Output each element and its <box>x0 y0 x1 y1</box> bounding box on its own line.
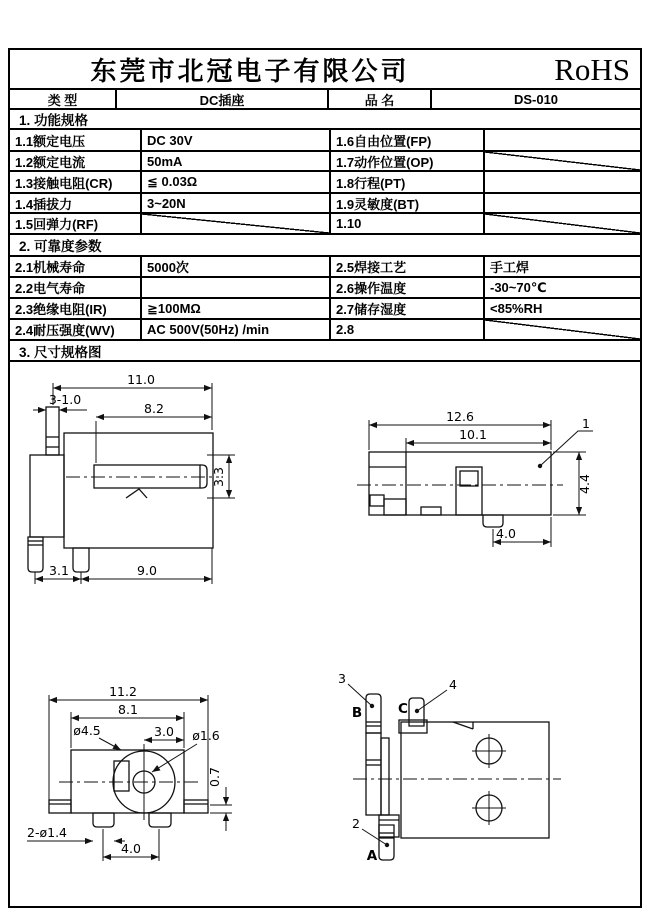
table-row <box>10 130 640 152</box>
spec-value: 5000次 <box>142 257 331 276</box>
spec-label: 1.9灵敏度(BT) <box>331 194 485 212</box>
spec-value <box>485 194 640 212</box>
spec-value <box>485 130 640 150</box>
spec-label: 1.3接触电阻(CR) <box>10 172 142 192</box>
callout-label: 3 <box>338 671 346 686</box>
table-row <box>10 320 640 341</box>
section3-title: 3. 尺寸规格图 <box>10 341 640 362</box>
dim-label: 4.0 <box>121 841 141 856</box>
company-name: 东莞市北冠电子有限公司 <box>90 55 410 86</box>
callout-label: 4 <box>449 677 457 692</box>
spec-value: AC 500V(50Hz) /min <box>142 320 331 339</box>
table-row <box>10 299 640 320</box>
bottom-view-drawing <box>338 671 561 864</box>
section2-title: 2. 可靠度参数 <box>10 235 640 257</box>
spec-label: 1.10 <box>331 214 485 233</box>
dim-label: 11.0 <box>127 372 155 387</box>
callout-label: 2 <box>352 816 360 831</box>
spec-value: ≦ 0.03Ω <box>142 172 331 192</box>
dim-label: ø1.6 <box>192 728 220 743</box>
top-view-drawing <box>357 409 593 547</box>
spec-label: 1.6自由位置(FP) <box>331 130 485 150</box>
dim-label: 11.2 <box>109 684 137 699</box>
type-row <box>10 90 640 110</box>
side-view-drawing <box>28 372 235 584</box>
spec-label: 2.4耐压强度(WV) <box>10 320 142 339</box>
document-frame <box>8 48 642 908</box>
dimension-drawings <box>10 362 640 906</box>
spec-label: 1.5回弹力(RF) <box>10 214 142 233</box>
header-row <box>10 50 640 90</box>
spec-value-blank <box>485 152 640 170</box>
spec-value: ≧100MΩ <box>142 299 331 318</box>
dim-label: 8.1 <box>118 702 138 717</box>
type-value: DC插座 <box>117 90 329 108</box>
spec-label: 1.1额定电压 <box>10 130 142 150</box>
spec-label: 2.5焊接工艺 <box>331 257 485 276</box>
dim-label: 3.1 <box>49 563 69 578</box>
table-row <box>10 214 640 235</box>
dim-label: 2-ø1.4 <box>27 825 67 840</box>
spec-label: 2.8 <box>331 320 485 339</box>
spec-value: 50mA <box>142 152 331 170</box>
rohs-mark: RoHS <box>554 52 630 87</box>
table-row <box>10 152 640 172</box>
terminal-label-b: B <box>351 705 363 721</box>
table-row <box>10 278 640 299</box>
spec-value-blank <box>485 320 640 339</box>
spec-label: 2.7储存湿度 <box>331 299 485 318</box>
spec-label: 2.2电气寿命 <box>10 278 142 297</box>
spec-label: 2.6操作温度 <box>331 278 485 297</box>
spec-label: 1.2额定电流 <box>10 152 142 170</box>
spec-value <box>485 172 640 192</box>
spec-value-blank <box>485 214 640 233</box>
terminal-label-a: A <box>366 848 378 864</box>
dim-label: 3.0 <box>154 724 174 739</box>
spec-value <box>142 278 331 297</box>
dim-label: 12.6 <box>446 409 474 424</box>
terminal-label-c: C <box>398 701 408 717</box>
section1-title: 1. 功能规格 <box>10 110 640 130</box>
spec-value: DC 30V <box>142 130 331 150</box>
dim-label: 3.3 <box>211 467 226 487</box>
dim-label: 4.0 <box>496 526 516 541</box>
dim-label: 0.7 <box>207 767 222 787</box>
drawings-svg <box>10 362 640 906</box>
spec-value: 3~20N <box>142 194 331 212</box>
callout-label: 1 <box>582 416 590 431</box>
product-name-value: DS-010 <box>513 91 559 107</box>
spec-value-blank <box>142 214 331 233</box>
spec-value: 手工焊 <box>490 260 530 275</box>
dim-label: ø4.5 <box>73 723 101 738</box>
dim-label: 8.2 <box>144 401 164 416</box>
spec-label: 2.1机械寿命 <box>10 257 142 276</box>
spec-value: -30~70℃ <box>490 279 547 295</box>
product-name-label: 品 名 <box>329 90 432 108</box>
dim-label: 3-1.0 <box>48 392 82 407</box>
front-view-drawing <box>27 684 232 861</box>
spec-value: <85%RH <box>490 301 543 316</box>
table-row <box>10 172 640 194</box>
spec-label: 1.4插拔力 <box>10 194 142 212</box>
spec-label: 1.7动作位置(OP) <box>331 152 485 170</box>
spec-label: 1.8行程(PT) <box>331 172 485 192</box>
table-row <box>10 257 640 278</box>
dim-label: 10.1 <box>459 427 487 442</box>
spec-label: 2.3绝缘电阻(IR) <box>10 299 142 318</box>
type-label: 类 型 <box>10 90 117 108</box>
dim-label: 4.4 <box>577 474 592 494</box>
dim-label: 9.0 <box>137 563 157 578</box>
table-row <box>10 194 640 214</box>
